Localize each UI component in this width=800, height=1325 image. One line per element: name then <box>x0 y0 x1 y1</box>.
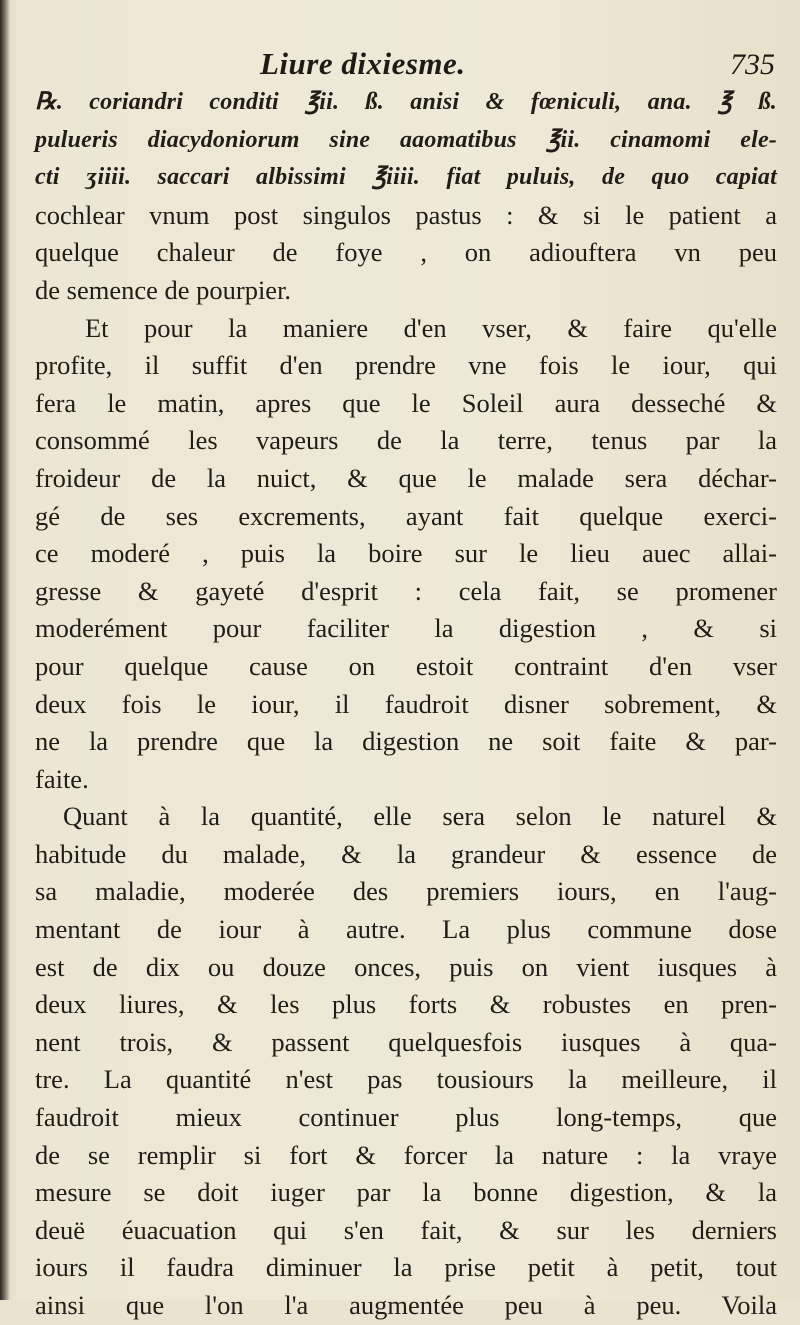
text-line: deuë éuacuation qui s'en fait, & sur les derniers <box>35 1214 777 1245</box>
text-line: iours il faudra diminuer la prise petit à petit, tout <box>35 1252 777 1283</box>
text-line: tre. La quantité n'est pas tousiours la meilleure, il <box>35 1064 777 1095</box>
text-line: fera le matin, apres que le Soleil aura desseché & <box>35 387 777 418</box>
text-line: faudroit mieux continuer plus long-temps, que <box>35 1102 777 1133</box>
text-line: habitude du malade, & la grandeur & essence de <box>35 838 777 869</box>
text-line: mesure se doit iuger par la bonne digestion, & la <box>35 1177 777 1208</box>
text-line: moderément pour faciliter la digestion , & si <box>35 613 777 644</box>
text-line: deux liures, & les plus forts & robustes en pren- <box>35 989 777 1020</box>
page-header <box>40 40 775 90</box>
text-line: nent trois, & passent quelquesfois iusques à qua- <box>35 1026 777 1057</box>
text-line: gresse & gayeté d'esprit : cela fait, se promener <box>35 575 777 606</box>
text-line: quelque chaleur de foye , on adiouftera vn peu <box>35 237 777 268</box>
text-line: est de dix ou douze onces, puis on vient iusques à <box>35 951 777 982</box>
text-line: de semence de pourpier. <box>35 274 292 305</box>
binding-shadow <box>0 0 10 1300</box>
text-line: cti ʒiiii. saccari albissimi ℥iiii. fiat puluis, de quo capiat <box>35 164 777 191</box>
text-line: faite. <box>35 763 89 794</box>
text-line: cochlear vnum post singulos pastus : & si le patient a <box>35 199 777 230</box>
text-line: consommé les vapeurs de la terre, tenus par la <box>35 425 777 456</box>
page-number: 735 <box>730 48 775 81</box>
text-line: pour quelque cause on estoit contraint d'en vser <box>35 650 777 681</box>
text-line: profite, il suffit d'en prendre vne fois le iour, qui <box>35 350 777 381</box>
text-line: de se remplir si fort & forcer la nature : la vraye <box>35 1139 777 1170</box>
paragraph-start-line: Et pour la maniere d'en vser, & faire qu'elle <box>85 312 777 343</box>
body-text <box>35 84 777 1325</box>
text-line: ainsi que l'on l'a augmentée peu à peu. Voila <box>35 1290 777 1320</box>
text-line: deux fois le iour, il faudroit disner sobrement, & <box>35 688 777 719</box>
text-line: froideur de la nuict, & que le malade sera déchar- <box>35 462 777 493</box>
text-line: ce moderé , puis la boire sur le lieu auec allai- <box>35 538 777 569</box>
text-line: pulueris diacydoniorum sine aaomatibus ℥ii. cinamomi ele- <box>35 126 777 153</box>
paragraph-start-line: Quant à la quantité, elle sera selon le naturel & <box>63 801 777 832</box>
text-line: sa maladie, moderée des premiers iours, en l'aug- <box>35 876 777 907</box>
text-line: gé de ses excrements, ayant fait quelque exerci- <box>35 500 777 531</box>
text-line: ℞. coriandri conditi ℥ii. ß. anisi & fœniculi, ana. ℥ ß. <box>35 89 777 115</box>
running-title: Liure dixiesme. <box>260 46 466 81</box>
text-line: mentant de iour à autre. La plus commune dose <box>35 914 777 945</box>
text-line: ne la prendre que la digestion ne soit faite & par- <box>35 726 777 757</box>
